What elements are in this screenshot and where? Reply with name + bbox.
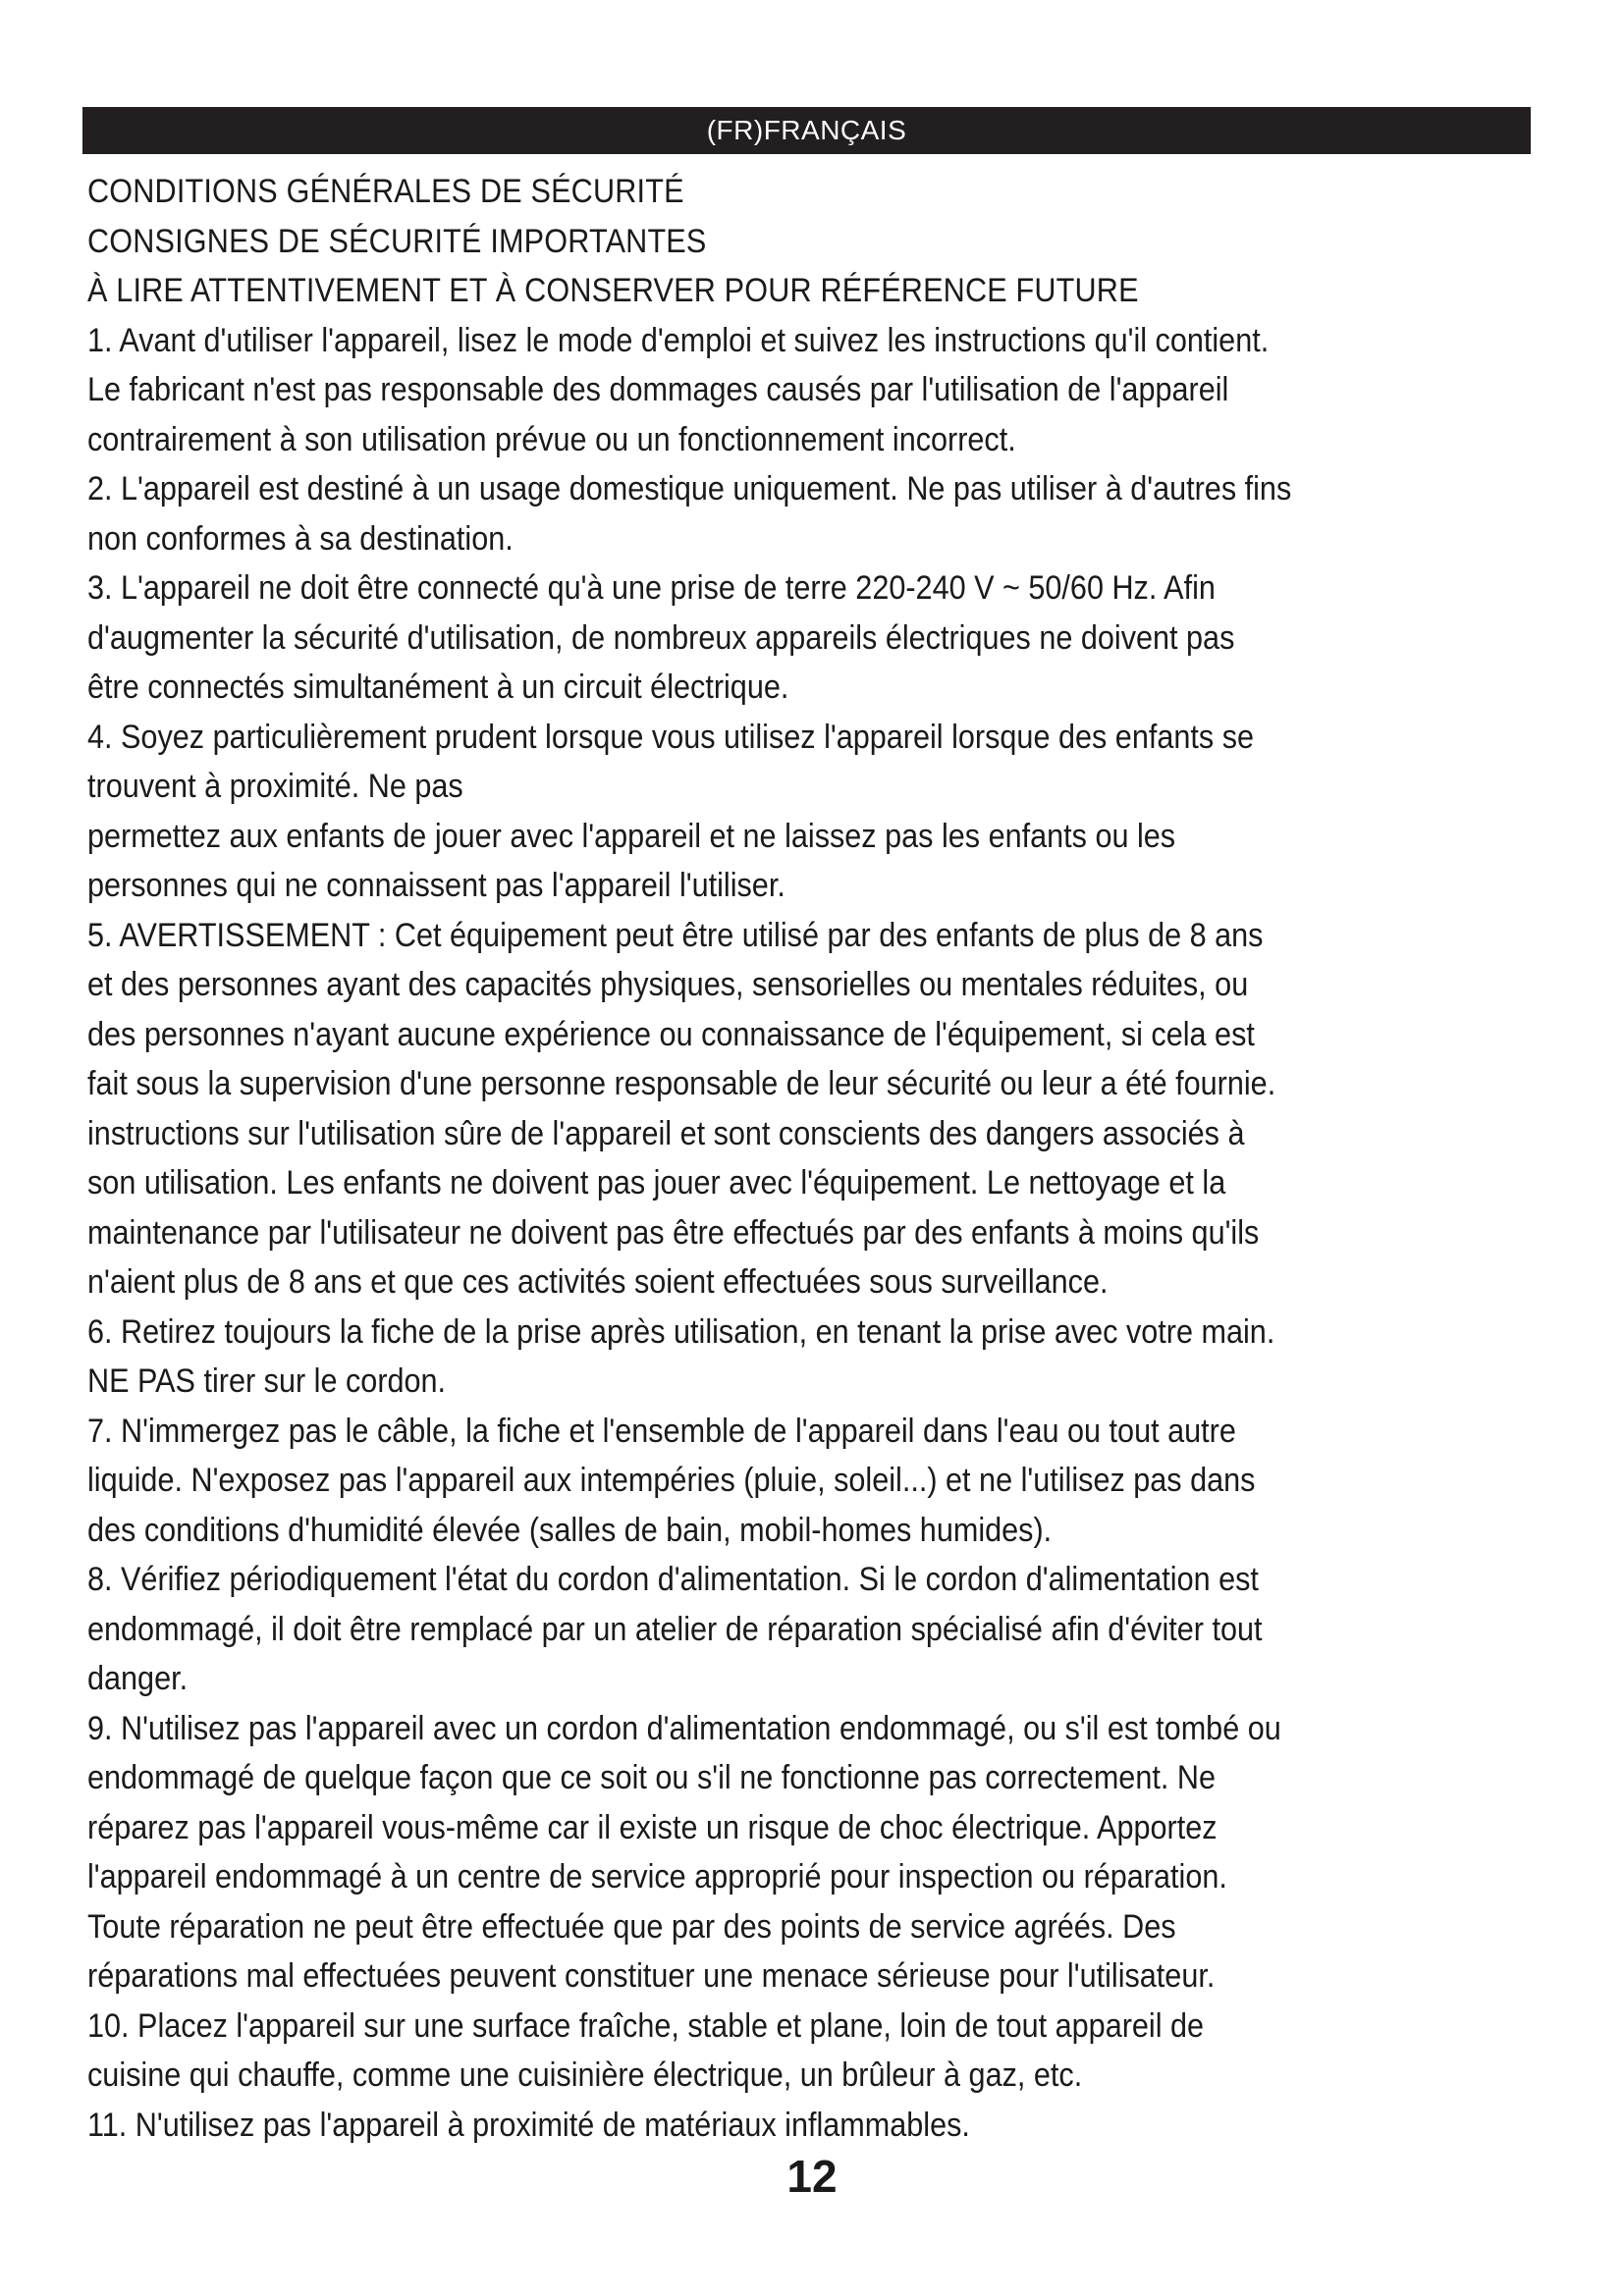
safety-item-5: 5. AVERTISSEMENT : Cet équipement peut être utilisé par des enfants de plus de 8 ans et des personnes ayant des capacités physiques, sensorielles ou mentales réduites, ou des personnes n'ayant aucune expérience ou connaissance de l'équipement, si cela est fait sous la supervision d'une personne responsable de leur sécurité ou leur a été fournie. instructions sur l'utilisation sûre de l'appareil et sont conscients des dangers associés à son utilisation. Les enfants ne doivent pas jouer avec l'équipement. Le nettoyage et la maintenance par l'utilisateur ne doivent pas être effectués par des enfants à moins qu'ils n'aient plus de 8 ans et que ces activités soient effectuées sous surveillance. [87, 916, 1276, 1301]
safety-instructions [87, 167, 1537, 2150]
heading-important-instructions: CONSIGNES DE SÉCURITÉ IMPORTANTES [87, 222, 707, 260]
safety-item-9: 9. N'utilisez pas l'appareil avec un cordon d'alimentation endommagé, ou s'il est tombé ou endommagé de quelque façon que ce soit ou s'il ne fonctionne pas correctement. Ne réparez pas l'appareil vous-même car il existe un risque de choc électrique. Apportez l'appareil endommagé à un centre de service approprié pour inspection ou réparation. Toute réparation ne peut être effectuée que par des points de service agréés. Des réparations mal effectuées peuvent constituer une menace sérieuse pour l'utilisateur. [87, 1709, 1281, 1995]
safety-item-8: 8. Vérifiez périodiquement l'état du cordon d'alimentation. Si le cordon d'alimentation est endommagé, il doit être remplacé par un atelier de réparation spécialisé afin d'éviter tout danger. [87, 1561, 1263, 1697]
safety-item-4: 4. Soyez particulièrement prudent lorsque vous utilisez l'appareil lorsque des enfants se trouvent à proximité. Ne pas permettez aux enfants de jouer avec l'appareil et ne laissez pas les enfants ou les personnes qui ne connaissent pas l'appareil l'utiliser. [87, 718, 1255, 904]
safety-item-3: 3. L'appareil ne doit être connecté qu'à une prise de terre 220-240 V ~ 50/60 Hz. Afin d'augmenter la sécurité d'utilisation, de nombreux appareils électriques ne doivent pas être connectés simultanément à un circuit électrique. [87, 569, 1235, 706]
heading-read-carefully: À LIRE ATTENTIVEMENT ET À CONSERVER POUR RÉFÉRENCE FUTURE [87, 272, 1139, 309]
safety-item-7: 7. N'immergez pas le câble, la fiche et l'ensemble de l'appareil dans l'eau ou tout autre liquide. N'exposez pas l'appareil aux intempéries (pluie, soleil...) et ne l'utilisez pas dans des conditions d'humidité élevée (salles de bain, mobil-homes humides). [87, 1412, 1256, 1549]
heading-general-safety: CONDITIONS GÉNÉRALES DE SÉCURITÉ [87, 173, 684, 210]
language-header-bar: (FR)FRANÇAIS [82, 107, 1531, 154]
safety-item-2: 2. L'appareil est destiné à un usage domestique uniquement. Ne pas utiliser à d'autres fins non conformes à sa destination. [87, 470, 1292, 558]
safety-item-1: 1. Avant d'utiliser l'appareil, lisez le mode d'emploi et suivez les instructions qu'il contient. Le fabricant n'est pas responsable des dommages causés par l'utilisation de l'appareil contrairement à son utilisation prévue ou un fonctionnement incorrect. [87, 321, 1270, 458]
safety-item-10: 10. Placez l'appareil sur une surface fraîche, stable et plane, loin de tout appareil de cuisine qui chauffe, comme une cuisinière électrique, un brûleur à gaz, etc. [87, 2006, 1205, 2094]
page-number: 12 [786, 2151, 838, 2202]
safety-item-11: 11. N'utilisez pas l'appareil à proximité de matériaux inflammables. [87, 2106, 970, 2144]
safety-item-6: 6. Retirez toujours la fiche de la prise après utilisation, en tenant la prise avec votre main. NE PAS tirer sur le cordon. [87, 1312, 1275, 1400]
